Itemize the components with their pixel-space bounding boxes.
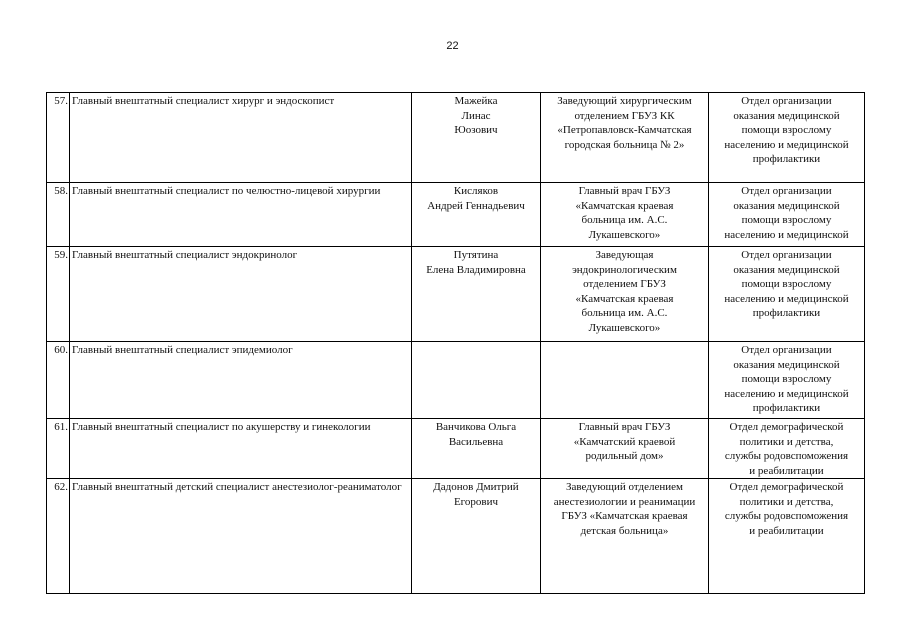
cell-line: профилактики xyxy=(752,153,821,165)
table-row xyxy=(47,479,865,594)
cell-line: детская больница» xyxy=(580,524,669,537)
row-number: 60. xyxy=(47,342,70,419)
cell-line: оказания медицинской xyxy=(733,109,840,122)
cell-line: помощи взрослому xyxy=(741,124,832,136)
cell-line: Васильевна xyxy=(448,435,504,448)
cell-line: и реабилитации xyxy=(749,464,824,477)
department-cell xyxy=(709,479,865,594)
cell-line: политики и детства, xyxy=(739,435,834,448)
row-number: 59. xyxy=(47,247,70,342)
cell-line: Кисляков xyxy=(453,185,499,197)
row-number: 58. xyxy=(47,183,70,247)
position-cell: Главный внештатный детский специалист анестезиолог-реаниматолог xyxy=(70,479,412,594)
position-cell: Главный внештатный специалист по акушерству и гинекологии xyxy=(70,419,412,479)
table-row xyxy=(47,419,865,479)
cell-line: помощи взрослому xyxy=(741,373,832,385)
position-cell: Главный внештатный специалист эндокринолог xyxy=(70,247,412,342)
cell-line: Отдел организации xyxy=(741,344,832,356)
cell-line: населению и медицинской xyxy=(724,292,849,305)
page-number: 22 xyxy=(446,40,459,52)
specialists-table xyxy=(46,92,865,594)
position-cell: Главный внештатный специалист эпидемиолог xyxy=(70,342,412,419)
cell-line: отделением ГБУЗ КК xyxy=(574,109,675,122)
workplace-cell xyxy=(541,183,709,247)
table-row xyxy=(47,183,865,247)
cell-line: «Камчатская краевая xyxy=(575,199,674,212)
position-cell: Главный внештатный специалист хирург и эндоскопист xyxy=(70,93,412,183)
cell-line: «Петропавловск-Камчатская xyxy=(557,124,692,136)
cell-line: политики и детства, xyxy=(739,495,834,508)
cell-line: Елена Владимировна xyxy=(426,263,526,276)
cell-line: Мажейка xyxy=(454,95,498,107)
cell-line: Отдел демографической xyxy=(729,481,844,493)
cell-line: профилактики xyxy=(752,307,821,319)
cell-line: Отдел организации xyxy=(741,95,832,107)
cell-line: и реабилитации xyxy=(749,524,824,537)
department-cell xyxy=(709,247,865,342)
specialist-name-cell xyxy=(412,479,541,594)
table-row xyxy=(47,342,865,419)
row-number: 57. xyxy=(47,93,70,183)
cell-line: Дадонов Дмитрий xyxy=(433,481,519,493)
cell-line: Отдел организации xyxy=(741,185,832,197)
cell-line: Отдел демографической xyxy=(729,421,844,433)
cell-line: оказания медицинской xyxy=(733,263,840,276)
cell-line: Лукашевского» xyxy=(588,228,661,241)
cell-line: профилактики xyxy=(752,402,821,414)
workplace-cell xyxy=(541,419,709,479)
cell-line: родильный дом» xyxy=(585,450,664,462)
cell-line: службы родовспоможения xyxy=(724,450,849,462)
cell-line: Заведующая xyxy=(595,249,654,261)
department-cell xyxy=(709,342,865,419)
specialist-name-cell xyxy=(412,93,541,183)
cell-line: больница им. А.С. xyxy=(581,214,668,226)
table-row xyxy=(47,247,865,342)
specialist-name-cell xyxy=(412,247,541,342)
cell-line: помощи взрослому xyxy=(741,214,832,226)
cell-line: службы родовспоможения xyxy=(724,510,849,522)
workplace-cell xyxy=(541,479,709,594)
cell-line: помощи взрослому xyxy=(741,278,832,290)
cell-line: населению и медицинской xyxy=(724,387,849,400)
cell-line: отделением ГБУЗ xyxy=(583,278,666,290)
cell-line: Ванчикова Ольга xyxy=(435,421,517,433)
specialist-name-cell xyxy=(412,342,541,419)
cell-line: Егорович xyxy=(453,495,499,508)
department-cell xyxy=(709,93,865,183)
cell-line: оказания медицинской xyxy=(733,358,840,371)
workplace-cell xyxy=(541,342,709,419)
cell-line: Главный врач ГБУЗ xyxy=(578,421,671,433)
cell-line: населению и медицинской xyxy=(724,228,849,241)
cell-line: Заведующий отделением xyxy=(565,481,684,493)
specialist-name-cell xyxy=(412,183,541,247)
specialist-name-cell xyxy=(412,419,541,479)
workplace-cell xyxy=(541,93,709,183)
cell-line: Главный врач ГБУЗ xyxy=(578,185,671,197)
cell-line: оказания медицинской xyxy=(733,199,840,212)
row-number: 62. xyxy=(47,479,70,594)
row-number: 61. xyxy=(47,419,70,479)
cell-line: «Камчатский краевой xyxy=(573,435,676,448)
cell-line: Лукашевского» xyxy=(588,321,661,334)
cell-line: ГБУЗ «Камчатская краевая xyxy=(561,510,688,522)
cell-line: Отдел организации xyxy=(741,249,832,261)
cell-line: Андрей Геннадьевич xyxy=(427,199,525,212)
department-cell xyxy=(709,183,865,247)
cell-line: Путятина xyxy=(453,249,499,261)
cell-line: эндокринологическим xyxy=(572,263,677,276)
cell-line: городская больница № 2» xyxy=(564,138,685,151)
cell-line: анестезиологии и реанимации xyxy=(553,495,696,508)
position-cell: Главный внештатный специалист по челюстно-лицевой хирургии xyxy=(70,183,412,247)
cell-line: Юозович xyxy=(454,124,498,136)
department-cell xyxy=(709,419,865,479)
table-row xyxy=(47,93,865,183)
cell-line: Линас xyxy=(461,109,491,122)
cell-line: Заведующий хирургическим xyxy=(557,95,692,107)
cell-line: больница им. А.С. xyxy=(581,307,668,319)
workplace-cell xyxy=(541,247,709,342)
cell-line: «Камчатская краевая xyxy=(575,292,674,305)
cell-line: населению и медицинской xyxy=(724,138,849,151)
